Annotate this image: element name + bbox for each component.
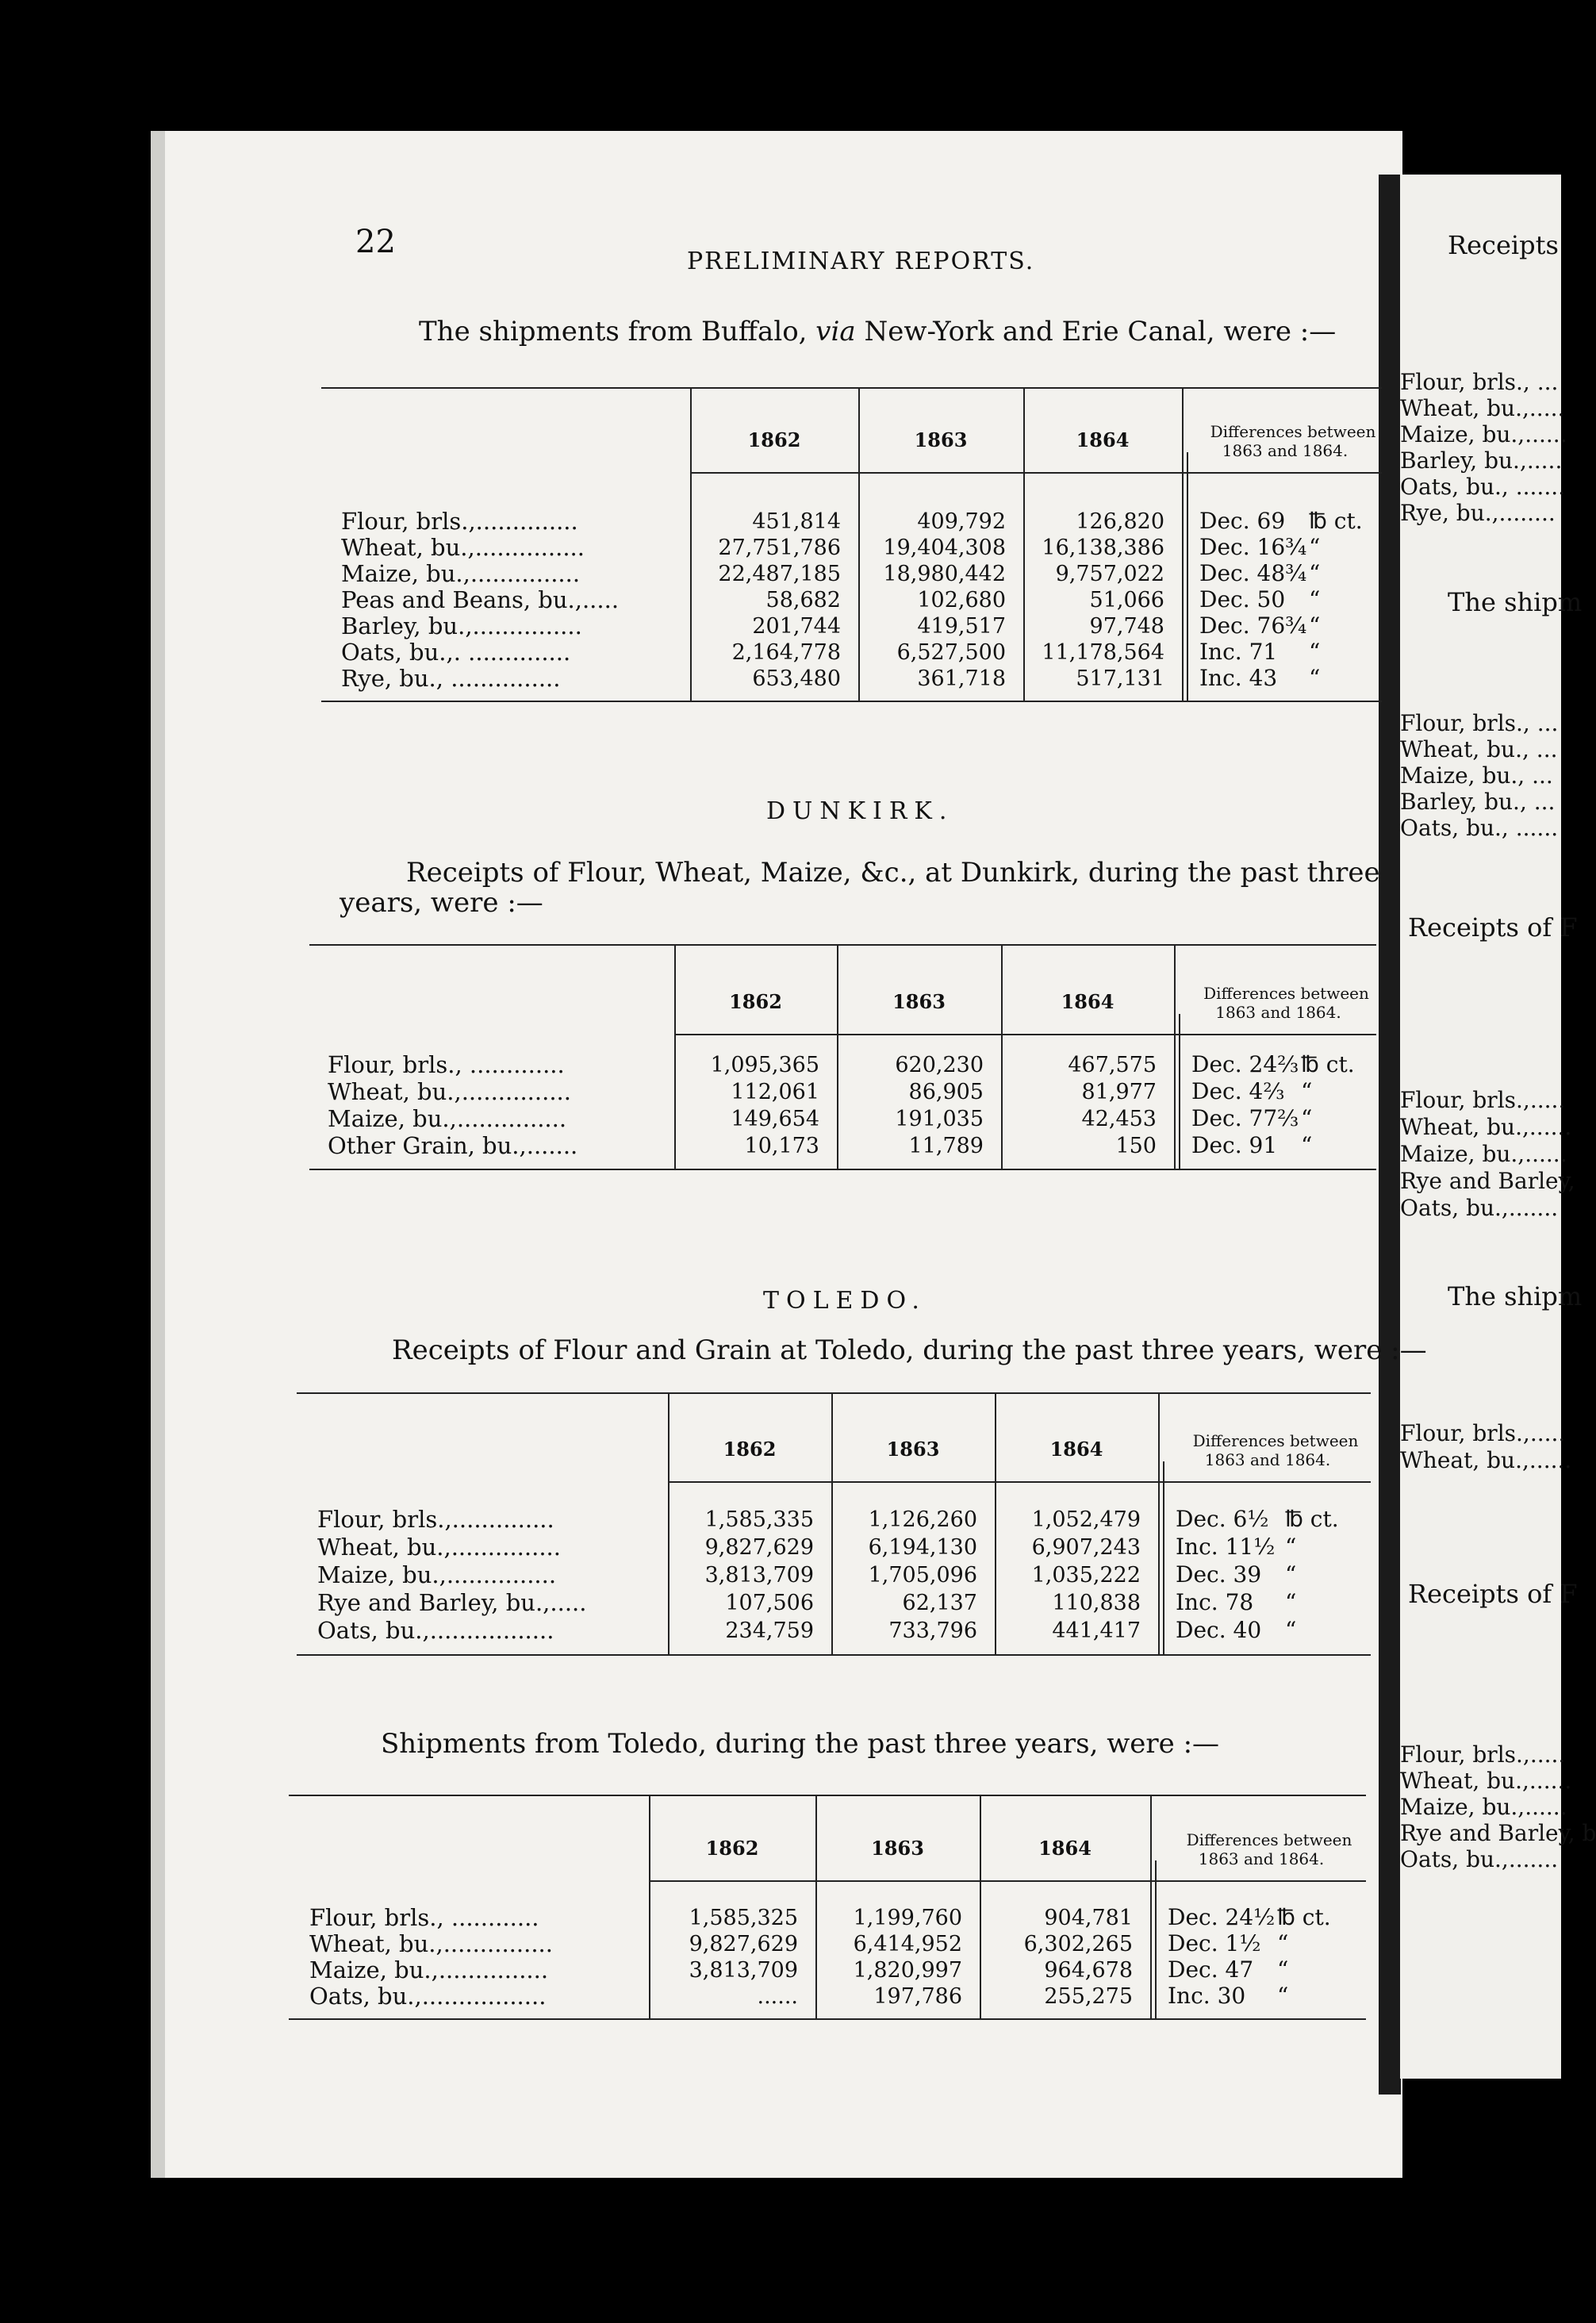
cell-v1864: 51,066 xyxy=(1089,588,1164,612)
cell-v1862: 9,827,629 xyxy=(704,1535,814,1560)
cell-diff: Dec. 48¾ xyxy=(1199,560,1307,586)
cell-v1864: 904,781 xyxy=(1044,1906,1133,1930)
row-label: Maize, bu.,............... xyxy=(309,1956,549,1983)
cell-diff: Dec. 47 xyxy=(1168,1956,1254,1983)
cell-v1862: ...... xyxy=(757,1984,798,2009)
toledo-receipts-intro: Receipts of Flour and Grain at Toledo, during the past three years, were :— xyxy=(392,1334,1427,1366)
toledo_shipments-col-1864: 1864 xyxy=(1038,1837,1091,1860)
cell-v1863: 6,414,952 xyxy=(853,1932,962,1956)
toledo-title: TOLEDO. xyxy=(763,1287,927,1315)
cell-diff: Dec. 39 xyxy=(1176,1561,1262,1588)
right-row-label: Rye and Barley, b xyxy=(1400,1820,1596,1846)
cell-diff: Inc. 43 xyxy=(1199,665,1278,691)
right-page xyxy=(1400,175,1596,2079)
cell-v1863: 1,199,760 xyxy=(853,1906,962,1930)
row-label: Maize, bu.,............... xyxy=(328,1105,567,1132)
cell-v1862: 1,585,335 xyxy=(704,1507,814,1532)
running-head: PRELIMINARY REPORTS. xyxy=(687,248,1035,275)
buffalo-column-rule xyxy=(1182,387,1184,701)
cell-v1864: 42,453 xyxy=(1081,1107,1157,1131)
cell-diff: Inc. 30 xyxy=(1168,1983,1246,2009)
cell-diff: Dec. 1½ xyxy=(1168,1930,1261,1956)
cell-unit: “ xyxy=(1309,665,1321,691)
cell-unit: “ xyxy=(1301,1105,1313,1131)
buffalo-top-rule xyxy=(321,387,1382,389)
toledo_receipts-diff-head-2: 1863 and 1864. xyxy=(1204,1450,1331,1469)
toledo_receipts-diff-head-1: Differences between xyxy=(1192,1431,1359,1450)
cell-unit: “ xyxy=(1277,1956,1289,1983)
row-label: Oats, bu.,................. xyxy=(317,1617,554,1644)
cell-v1863: 11,789 xyxy=(908,1134,984,1158)
cell-diff: Inc. 11½ xyxy=(1176,1534,1276,1560)
cell-unit: ℔ ct. xyxy=(1309,508,1363,534)
cell-diff: Dec. 69 xyxy=(1199,508,1286,534)
buffalo-diff-head-2: 1863 and 1864. xyxy=(1222,441,1349,460)
cell-diff: Dec. 50 xyxy=(1199,586,1286,612)
cell-v1862: 9,827,629 xyxy=(689,1932,798,1956)
cell-unit: “ xyxy=(1285,1534,1297,1560)
right-row-label: Maize, bu.,...... xyxy=(1400,421,1567,447)
cell-v1862: 27,751,786 xyxy=(718,536,841,560)
cell-v1864: 1,052,479 xyxy=(1031,1507,1141,1532)
cell-v1864: 110,838 xyxy=(1052,1591,1141,1615)
cell-v1863: 733,796 xyxy=(888,1618,977,1643)
cell-v1864: 467,575 xyxy=(1068,1053,1157,1077)
cell-unit: “ xyxy=(1285,1617,1297,1643)
cell-v1862: 149,654 xyxy=(731,1107,819,1131)
cell-v1864: 964,678 xyxy=(1044,1958,1133,1983)
cell-v1863: 1,820,997 xyxy=(853,1958,962,1983)
cell-unit: “ xyxy=(1309,586,1321,612)
cell-v1863: 102,680 xyxy=(917,588,1006,612)
toledo_receipts-header-rule xyxy=(668,1481,1371,1483)
book-spine xyxy=(1379,175,1401,2095)
right-row-label: Wheat, bu., ... xyxy=(1400,736,1558,762)
toledo_shipments-col-1863: 1863 xyxy=(871,1837,924,1860)
cell-v1862: 1,095,365 xyxy=(710,1053,819,1077)
cell-unit: “ xyxy=(1285,1589,1297,1615)
buffalo-col-1862: 1862 xyxy=(747,428,801,451)
toledo_receipts-col-1864: 1864 xyxy=(1049,1438,1103,1461)
cell-v1864: 6,302,265 xyxy=(1023,1932,1133,1956)
cell-v1864: 16,138,386 xyxy=(1042,536,1164,560)
row-label: Flour, brls.,.............. xyxy=(341,508,578,535)
cell-v1864: 11,178,564 xyxy=(1042,640,1164,665)
cell-unit: “ xyxy=(1285,1561,1297,1588)
row-label: Flour, brls., ............. xyxy=(328,1051,565,1078)
cell-diff: Dec. 91 xyxy=(1191,1132,1278,1158)
dunkirk-bottom-rule xyxy=(309,1169,1376,1170)
toledo_shipments-top-rule xyxy=(289,1795,1366,1796)
cell-v1864: 81,977 xyxy=(1081,1080,1157,1104)
right-heading: Receipts xyxy=(1448,230,1559,260)
dunkirk-column-rule xyxy=(1174,944,1176,1169)
right-heading: Receipts of F xyxy=(1408,912,1578,943)
row-label: Maize, bu.,............... xyxy=(341,560,581,587)
buffalo-intro-pre: The shipments from Buffalo, xyxy=(419,316,808,347)
cell-v1862: 107,506 xyxy=(725,1591,814,1615)
dunkirk-header-rule xyxy=(674,1034,1376,1035)
right-row-label: Rye, bu.,........ xyxy=(1400,500,1556,526)
row-label: Flour, brls.,.............. xyxy=(317,1506,554,1533)
right-row-label: Rye and Barley, xyxy=(1400,1168,1575,1194)
cell-v1862: 451,814 xyxy=(752,509,841,534)
cell-v1863: 1,126,260 xyxy=(868,1507,977,1532)
right-row-label: Oats, bu.,....... xyxy=(1400,1195,1559,1221)
toledo_receipts-column-rule xyxy=(1158,1392,1160,1654)
row-label: Oats, bu.,................. xyxy=(309,1983,547,2010)
cell-unit: “ xyxy=(1277,1930,1289,1956)
cell-unit: “ xyxy=(1309,639,1321,665)
cell-v1862: 10,173 xyxy=(744,1134,819,1158)
toledo_shipments-col-1862: 1862 xyxy=(705,1837,759,1860)
cell-v1863: 620,230 xyxy=(895,1053,984,1077)
right-row-label: Flour, brls.,..... xyxy=(1400,1087,1566,1113)
cell-v1864: 9,757,022 xyxy=(1055,562,1164,586)
toledo-shipments-intro: Shipments from Toledo, during the past three years, were :— xyxy=(381,1728,1220,1760)
dunkirk-col-1864: 1864 xyxy=(1061,990,1115,1013)
cell-unit: “ xyxy=(1301,1078,1313,1104)
toledo_shipments-diff-head-2: 1863 and 1864. xyxy=(1198,1849,1325,1868)
toledo_shipments-column-rule xyxy=(1155,1860,1157,2018)
cell-v1862: 3,813,709 xyxy=(704,1563,814,1588)
right-row-label: Barley, bu., ... xyxy=(1400,789,1556,815)
cell-v1863: 361,718 xyxy=(917,666,1006,691)
toledo_shipments-header-rule xyxy=(649,1880,1366,1882)
cell-unit: ℔ ct. xyxy=(1277,1904,1331,1930)
cell-diff: Dec. 77⅔ xyxy=(1191,1105,1299,1131)
cell-v1862: 234,759 xyxy=(725,1618,814,1643)
cell-v1863: 86,905 xyxy=(908,1080,984,1104)
row-label: Wheat, bu.,............... xyxy=(328,1078,571,1105)
buffalo-header-rule xyxy=(690,472,1382,474)
toledo_shipments-bottom-rule xyxy=(289,2018,1366,2020)
cell-v1864: 517,131 xyxy=(1076,666,1164,691)
row-label: Flour, brls., ............ xyxy=(309,1904,539,1931)
dunkirk-column-rule xyxy=(1179,1014,1180,1169)
cell-v1863: 6,194,130 xyxy=(868,1535,977,1560)
right-heading: The shipm xyxy=(1448,587,1583,617)
right-row-label: Maize, bu.,...... xyxy=(1400,1141,1567,1167)
toledo_receipts-column-rule xyxy=(1163,1461,1164,1654)
buffalo-col-1863: 1863 xyxy=(914,428,968,451)
row-label: Wheat, bu.,............... xyxy=(309,1930,553,1957)
cell-v1862: 22,487,185 xyxy=(718,562,841,586)
cell-v1864: 1,035,222 xyxy=(1031,1563,1141,1588)
cell-diff: Dec. 24½ xyxy=(1168,1904,1276,1930)
cell-v1862: 2,164,778 xyxy=(731,640,841,665)
right-row-label: Wheat, bu.,...... xyxy=(1400,1114,1572,1140)
cell-diff: Dec. 40 xyxy=(1176,1617,1262,1643)
row-label: Maize, bu.,............... xyxy=(317,1561,557,1588)
row-label: Wheat, bu.,............... xyxy=(317,1534,561,1561)
right-row-label: Oats, bu., ...... xyxy=(1400,815,1559,841)
cell-v1862: 201,744 xyxy=(752,614,841,639)
cell-v1863: 6,527,500 xyxy=(896,640,1006,665)
cell-v1863: 197,786 xyxy=(873,1984,962,2009)
cell-v1864: 150 xyxy=(1115,1134,1157,1158)
dunkirk-diff-head-1: Differences between xyxy=(1203,984,1369,1003)
cell-unit: “ xyxy=(1301,1132,1313,1158)
row-label: Wheat, bu.,............... xyxy=(341,534,585,561)
dunkirk-intro-line2: years, were :— xyxy=(340,887,543,919)
cell-v1862: 653,480 xyxy=(752,666,841,691)
right-heading: Receipts of F xyxy=(1408,1579,1578,1609)
cell-diff: Dec. 4⅔ xyxy=(1191,1078,1285,1104)
cell-v1863: 409,792 xyxy=(917,509,1006,534)
toledo_receipts-col-1862: 1862 xyxy=(723,1438,777,1461)
right-row-label: Oats, bu.,....... xyxy=(1400,1846,1559,1872)
cell-diff: Dec. 76¾ xyxy=(1199,612,1307,639)
buffalo-diff-head-1: Differences between xyxy=(1210,422,1376,441)
cell-v1862: 112,061 xyxy=(731,1080,819,1104)
cell-v1863: 1,705,096 xyxy=(868,1563,977,1588)
buffalo-bottom-rule xyxy=(321,701,1382,702)
row-label: Oats, bu.,. .............. xyxy=(341,639,571,666)
cell-v1863: 19,404,308 xyxy=(883,536,1006,560)
cell-unit: ℔ ct. xyxy=(1285,1506,1339,1532)
cell-v1863: 62,137 xyxy=(902,1591,977,1615)
cell-v1863: 18,980,442 xyxy=(883,562,1006,586)
dunkirk-diff-head-2: 1863 and 1864. xyxy=(1215,1003,1341,1022)
cell-v1862: 1,585,325 xyxy=(689,1906,798,1930)
cell-v1864: 441,417 xyxy=(1052,1618,1141,1643)
buffalo-col-1864: 1864 xyxy=(1076,428,1130,451)
right-row-label: Maize, bu.,...... xyxy=(1400,1794,1567,1820)
cell-unit: “ xyxy=(1309,534,1321,560)
buffalo-intro-post: New-York and Erie Canal, were :— xyxy=(864,316,1337,347)
cell-v1864: 6,907,243 xyxy=(1031,1535,1141,1560)
toledo_receipts-col-1863: 1863 xyxy=(886,1438,940,1461)
cell-v1862: 3,813,709 xyxy=(689,1958,798,1983)
cell-v1863: 419,517 xyxy=(917,614,1006,639)
cell-diff: Dec. 24⅔ xyxy=(1191,1051,1299,1077)
cell-v1864: 97,748 xyxy=(1089,614,1164,639)
cell-unit: “ xyxy=(1309,612,1321,639)
row-label: Peas and Beans, bu.,..... xyxy=(341,586,620,613)
cell-diff: Inc. 78 xyxy=(1176,1589,1254,1615)
right-row-label: Flour, brls., ... xyxy=(1400,369,1559,395)
cell-unit: “ xyxy=(1309,560,1321,586)
buffalo-column-rule xyxy=(1187,452,1188,701)
right-row-label: Flour, brls.,..... xyxy=(1400,1420,1566,1446)
cell-v1864: 126,820 xyxy=(1076,509,1164,534)
toledo_receipts-bottom-rule xyxy=(297,1654,1371,1656)
right-row-label: Wheat, bu.,...... xyxy=(1400,1768,1572,1794)
row-label: Rye, bu., ............... xyxy=(341,665,561,692)
cell-v1863: 191,035 xyxy=(895,1107,984,1131)
row-label: Rye and Barley, bu.,..... xyxy=(317,1589,587,1616)
dunkirk-top-rule xyxy=(309,944,1376,946)
right-row-label: Wheat, bu.,...... xyxy=(1400,1447,1572,1473)
cell-v1862: 58,682 xyxy=(765,588,841,612)
toledo_shipments-diff-head-1: Differences between xyxy=(1186,1830,1352,1849)
cell-unit: “ xyxy=(1277,1983,1289,2009)
dunkirk-col-1862: 1862 xyxy=(729,990,782,1013)
buffalo-intro xyxy=(419,316,1336,347)
right-row-label: Barley, bu.,..... xyxy=(1400,447,1563,474)
toledo_shipments-column-rule xyxy=(1150,1795,1152,2018)
right-heading: The shipm xyxy=(1448,1281,1583,1311)
right-row-label: Flour, brls., ... xyxy=(1400,710,1559,736)
page-number: 22 xyxy=(355,224,396,260)
right-row-label: Oats, bu., ....... xyxy=(1400,474,1566,500)
toledo_receipts-top-rule xyxy=(297,1392,1371,1394)
cell-unit: ℔ ct. xyxy=(1301,1051,1355,1077)
cell-diff: Inc. 71 xyxy=(1199,639,1278,665)
cell-v1864: 255,275 xyxy=(1044,1984,1133,2009)
row-label: Barley, bu.,............... xyxy=(341,612,582,639)
right-row-label: Wheat, bu.,..... xyxy=(1400,395,1565,421)
buffalo-intro-via: via xyxy=(815,316,856,347)
cell-diff: Dec. 16¾ xyxy=(1199,534,1307,560)
row-label: Other Grain, bu.,....... xyxy=(328,1132,578,1159)
right-row-label: Maize, bu., ... xyxy=(1400,762,1553,789)
dunkirk-col-1863: 1863 xyxy=(892,990,946,1013)
cell-diff: Dec. 6½ xyxy=(1176,1506,1269,1532)
right-row-label: Flour, brls.,..... xyxy=(1400,1741,1566,1768)
dunkirk-title: DUNKIRK. xyxy=(766,797,954,825)
dunkirk-intro-line1: Receipts of Flour, Wheat, Maize, &c., at Dunkirk, during the past three xyxy=(406,857,1380,889)
